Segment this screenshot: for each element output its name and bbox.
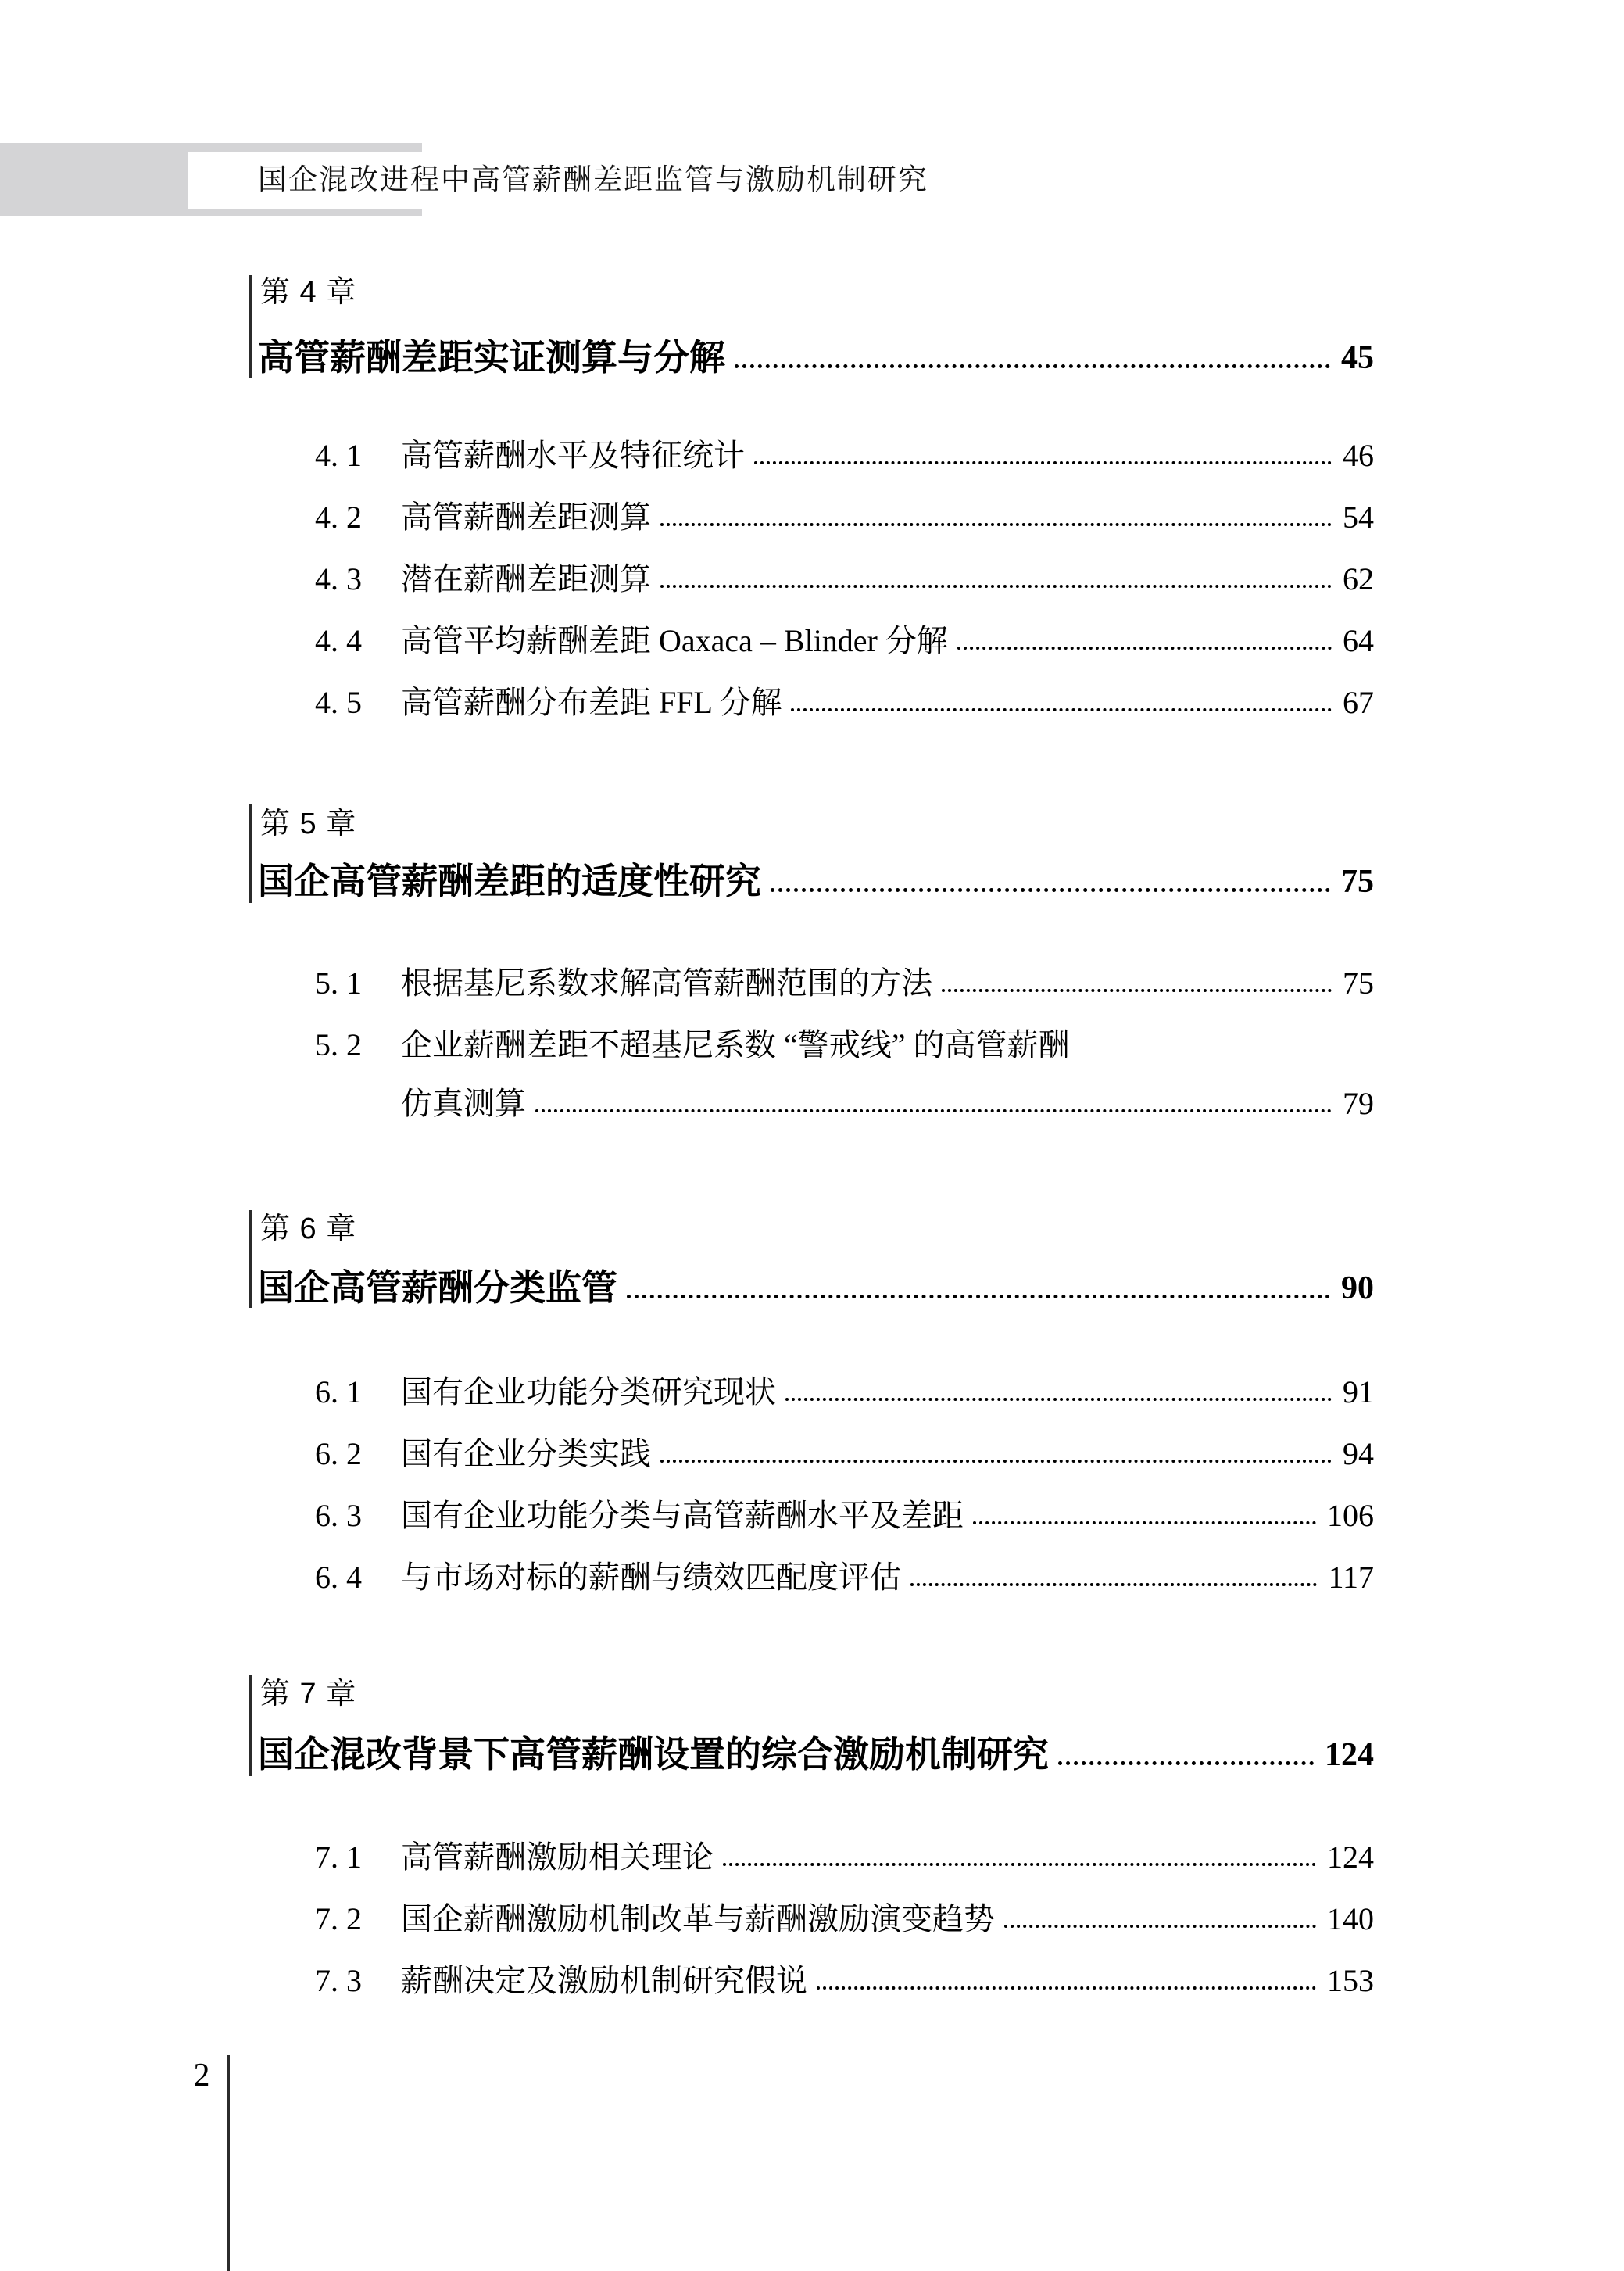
section-page: 67 [1343,685,1374,720]
chapter-4-label: 第 4 章 [260,276,357,309]
section-page: 91 [1343,1374,1374,1410]
chapter-7-title-row [258,1732,1374,1778]
section-number: 7. 1 [315,1839,362,1875]
section-number: 4. 5 [315,685,362,720]
section-title: 国有企业功能分类研究现状 [401,1374,776,1410]
section-page: 140 [1327,1901,1374,1936]
chapter-5-label: 第 5 章 [260,808,357,840]
section-page: 64 [1343,623,1374,658]
section-title: 企业薪酬差距不超基尼系数 “警戒线” 的高管薪酬 [401,1027,1070,1062]
section-row-7-1 [315,1837,1374,1878]
section-row-6-2 [315,1434,1374,1474]
section-page: 79 [1343,1086,1374,1121]
section-title: 国企薪酬激励机制改革与薪酬激励演变趋势 [401,1901,995,1936]
section-row-5-1 [315,963,1374,1004]
section-row-4-5 [315,682,1374,723]
folio-rule [227,2055,230,2271]
chapter-7-label: 第 7 章 [260,1678,357,1710]
section-number: 5. 1 [315,965,362,1001]
chapter-7-title: 国企混改背景下高管薪酬设置的综合激励机制研究 [258,1735,1049,1775]
section-title: 国有企业功能分类与高管薪酬水平及差距 [401,1498,964,1533]
section-number: 7. 3 [315,1963,362,1998]
chapter-4-rule [249,275,252,378]
section-row-4-1 [315,435,1374,476]
chapter-6-page: 90 [1341,1270,1374,1306]
chapter-4-title-row [258,335,1374,381]
section-page: 54 [1343,500,1374,535]
section-page: 106 [1327,1498,1374,1533]
section-page: 124 [1327,1839,1374,1875]
section-row-4-3 [315,559,1374,600]
section-row-7-3 [315,1961,1374,2001]
section-row-6-1 [315,1372,1374,1413]
section-number: 4. 2 [315,500,362,535]
section-title: 高管薪酬激励相关理论 [401,1839,714,1875]
section-number: 7. 2 [315,1901,362,1936]
section-row-6-3 [315,1495,1374,1536]
section-title: 薪酬决定及激励机制研究假说 [401,1963,807,1998]
section-row-6-4 [315,1557,1374,1598]
section-page: 75 [1343,965,1374,1001]
section-page: 62 [1343,561,1374,596]
section-row-7-2 [315,1899,1374,1940]
section-title: 高管平均薪酬差距 Oaxaca – Blinder 分解 [401,623,948,658]
section-number: 4. 1 [315,438,362,473]
chapter-7-page: 124 [1325,1737,1374,1773]
folio-page-number: 2 [193,2058,210,2094]
chapter-7-rule [249,1675,252,1776]
section-row-5-2 [315,1025,1374,1066]
section-number: 6. 4 [315,1560,362,1595]
chapter-6-title: 国企高管薪酬分类监管 [258,1268,617,1308]
section-row-5-2-continuation [401,1084,1374,1124]
chapter-6-title-row [258,1265,1374,1312]
section-number: 4. 4 [315,623,362,658]
running-header-title: 国企混改进程中高管薪酬差距监管与激励机制研究 [258,163,928,195]
section-title: 高管薪酬差距测算 [401,500,651,535]
section-number: 6. 1 [315,1374,362,1410]
chapter-4-title: 高管薪酬差距实证测算与分解 [258,338,725,378]
chapter-5-rule [249,804,252,903]
chapter-6-label: 第 6 章 [260,1213,357,1245]
section-page: 94 [1343,1436,1374,1471]
section-row-4-2 [315,497,1374,538]
section-page: 46 [1343,438,1374,473]
chapter-6-rule [249,1210,252,1308]
chapter-4-page: 45 [1341,340,1374,376]
section-title: 高管薪酬水平及特征统计 [401,438,745,473]
section-page: 153 [1327,1963,1374,1998]
section-title: 高管薪酬分布差距 FFL 分解 [401,685,782,720]
section-title-continuation: 仿真测算 [401,1086,526,1121]
section-number: 6. 3 [315,1498,362,1533]
section-title: 根据基尼系数求解高管薪酬范围的方法 [401,965,932,1001]
section-number: 6. 2 [315,1436,362,1471]
chapter-5-page: 75 [1341,864,1374,900]
section-title: 与市场对标的薪酬与绩效匹配度评估 [401,1560,901,1595]
chapter-5-title-row [258,858,1374,905]
section-number: 4. 3 [315,561,362,596]
chapter-5-title: 国企高管薪酬差距的适度性研究 [258,861,761,901]
section-page: 117 [1328,1560,1374,1595]
section-title: 国有企业分类实践 [401,1436,651,1471]
section-title: 潜在薪酬差距测算 [401,561,651,596]
section-number: 5. 2 [315,1027,362,1062]
section-row-4-4 [315,621,1374,661]
